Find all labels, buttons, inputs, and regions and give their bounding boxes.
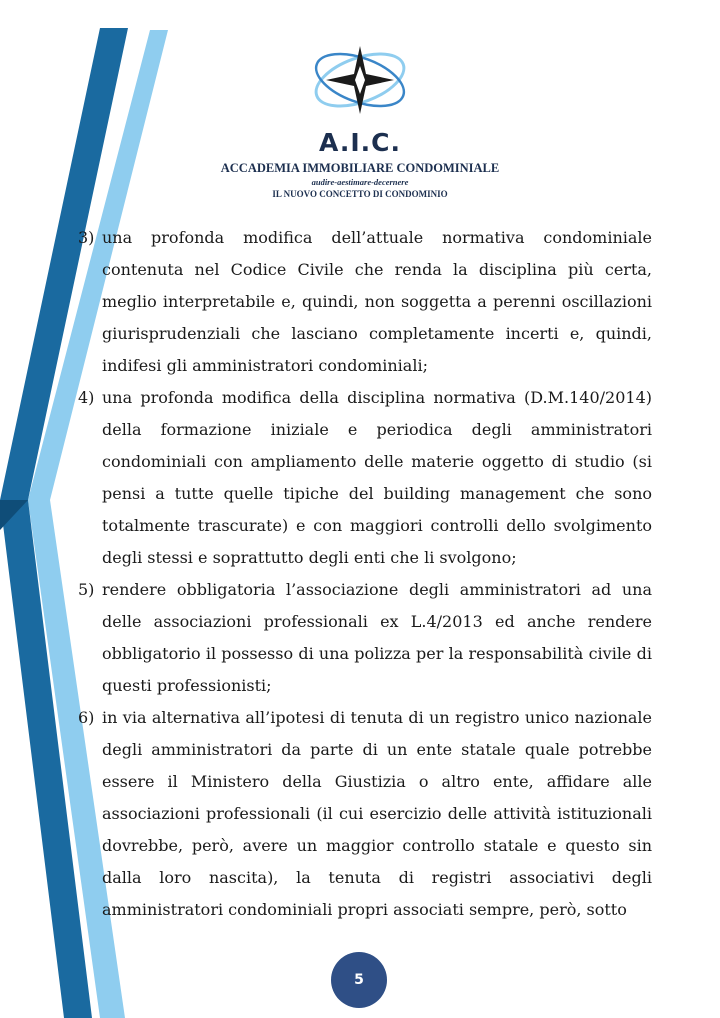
item-text: una profonda modifica della disciplina normativa (D.M.140/2014) della formazione iniziale e periodica degli amministratori condominiali con ampliamento delle materie oggetto di studio (si pensi a tutte quelle tipiche del building management che sono totalmente trascurate) e con maggiori controlli dello svolgimento degli stessi e soprattutto degli enti che li svolgono; (102, 388, 652, 567)
item-number: 6) (78, 708, 95, 727)
list-item (78, 702, 652, 926)
aic-logo-icon (310, 42, 410, 118)
tagline: IL NUOVO CONCETTO DI CONDOMINIO (272, 189, 448, 199)
brand-acronym: A.I.C. (319, 128, 401, 157)
item-number: 5) (78, 580, 95, 599)
page-number-badge: 5 (331, 952, 387, 1008)
list-item (78, 382, 652, 574)
motto: audire-aestimare-decernere (311, 177, 409, 187)
item-text: rendere obbligatoria l’associazione degli amministratori ad una delle associazioni professionali ex L.4/2013 ed anche rendere obbligatorio il possesso di una polizza per la responsabilità civile di questi professionisti; (102, 580, 652, 695)
numbered-list (78, 222, 652, 926)
item-text: in via alternativa all’ipotesi di tenuta di un registro unico nazionale degli amministratori da parte di un ente statale quale potrebbe essere il Ministero della Giustizia o altro ente, affidare alle associazioni professionali (il cui esercizio delle attività istituzionali dovrebbe, però, avere un maggior controllo statale e questo sin dalla loro nascita), la tenuta di registri associativi degli amministratori condominiali propri associati sempre, però, sotto (102, 708, 652, 919)
item-number: 3) (78, 228, 95, 247)
organization-name: ACCADEMIA IMMOBILIARE CONDOMINIALE (220, 161, 500, 175)
letterhead (200, 42, 520, 199)
list-item (78, 222, 652, 382)
item-text: una profonda modifica dell’attuale normativa condominiale contenuta nel Codice Civile che renda la disciplina più certa, meglio interpretabile e, quindi, non soggetta a perenni oscillazioni giurisprudenziali che lasciano completamente incerti e, quindi, indifesi gli amministratori condominiali; (102, 228, 652, 375)
item-number: 4) (78, 388, 95, 407)
list-item (78, 574, 652, 702)
